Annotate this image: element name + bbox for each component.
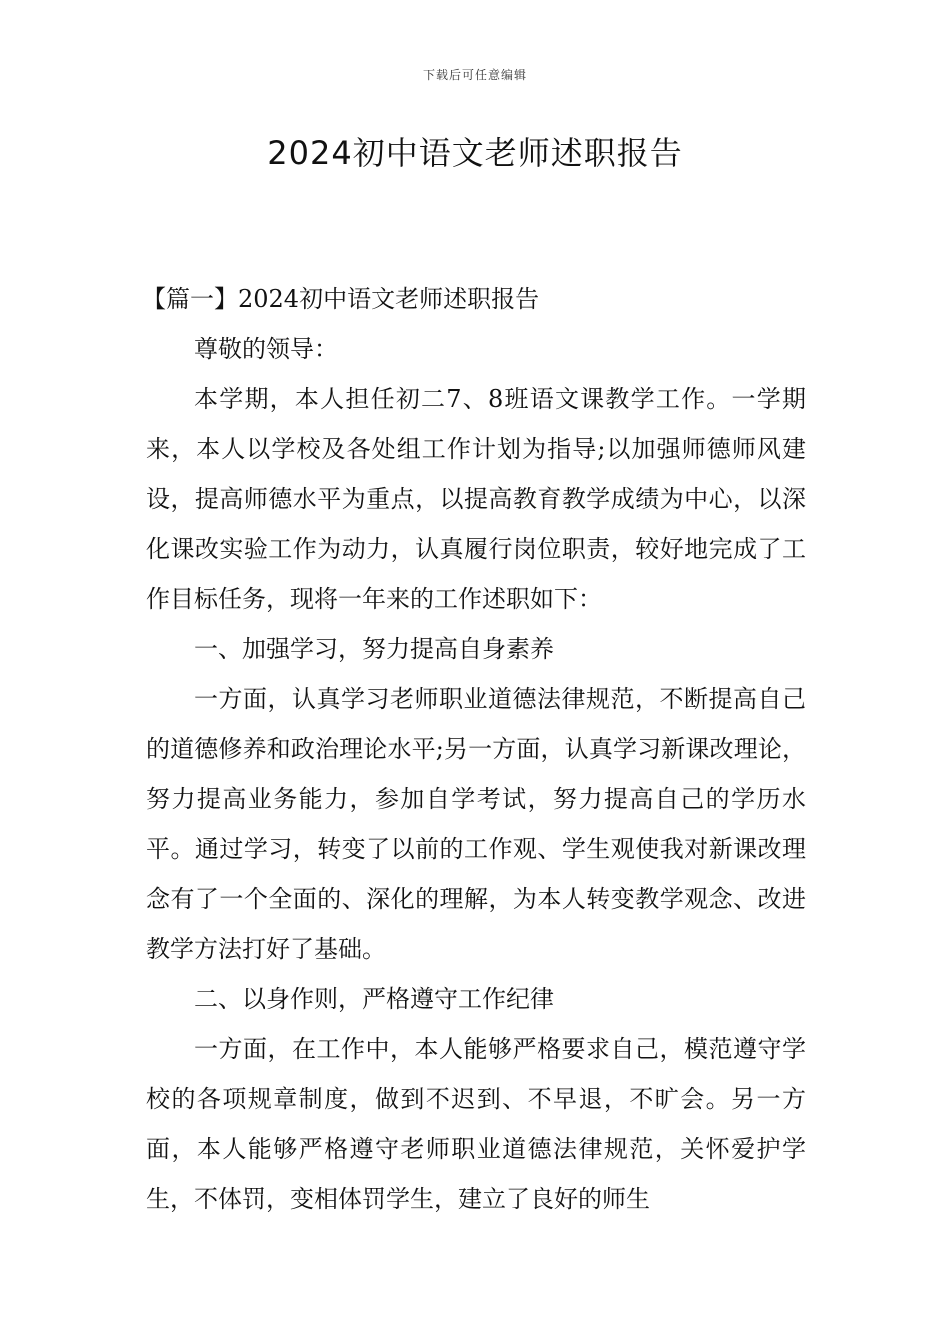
paragraph-study: 一方面，认真学习老师职业道德法律规范，不断提高自己的道德修养和政治理论水平;另一方面，认真学习新课改理论，努力提高业务能力，参加自学考试，努力提高自己的学历水平。通过学习，转变了以前的工作观、学生观使我对新课改理念有了一个全面的、深化的理解，为本人转变教学观念、改进教学方法打好了基础。 — [146, 685, 806, 963]
document-body — [142, 274, 806, 1224]
document-title: 2024初中语文老师述职报告 — [267, 134, 683, 172]
section-heading: 【篇一】2024初中语文老师述职报告 — [142, 285, 540, 313]
subheading-1: 一、加强学习，努力提高自身素养 — [194, 635, 554, 663]
salutation: 尊敬的领导： — [194, 335, 338, 363]
page-header-note: 下载后可任意编辑 — [422, 68, 527, 82]
paragraph-discipline: 一方面，在工作中，本人能够严格要求自己，模范遵守学校的各项规章制度，做到不迟到、不早退，不旷会。另一方面，本人能够严格遵守老师职业道德法律规范，关怀爱护学生，不体罚，变相体罚学生，建立了良好的师生 — [146, 1035, 806, 1213]
subheading-2: 二、以身作则，严格遵守工作纪律 — [194, 985, 554, 1013]
paragraph-intro: 本学期，本人担任初二7、8班语文课教学工作。一学期来，本人以学校及各处组工作计划为指导;以加强师德师风建设，提高师德水平为重点，以提高教育教学成绩为中心，以深化课改实验工作为动力，认真履行岗位职责，较好地完成了工作目标任务，现将一年来的工作述职如下： — [146, 385, 806, 613]
